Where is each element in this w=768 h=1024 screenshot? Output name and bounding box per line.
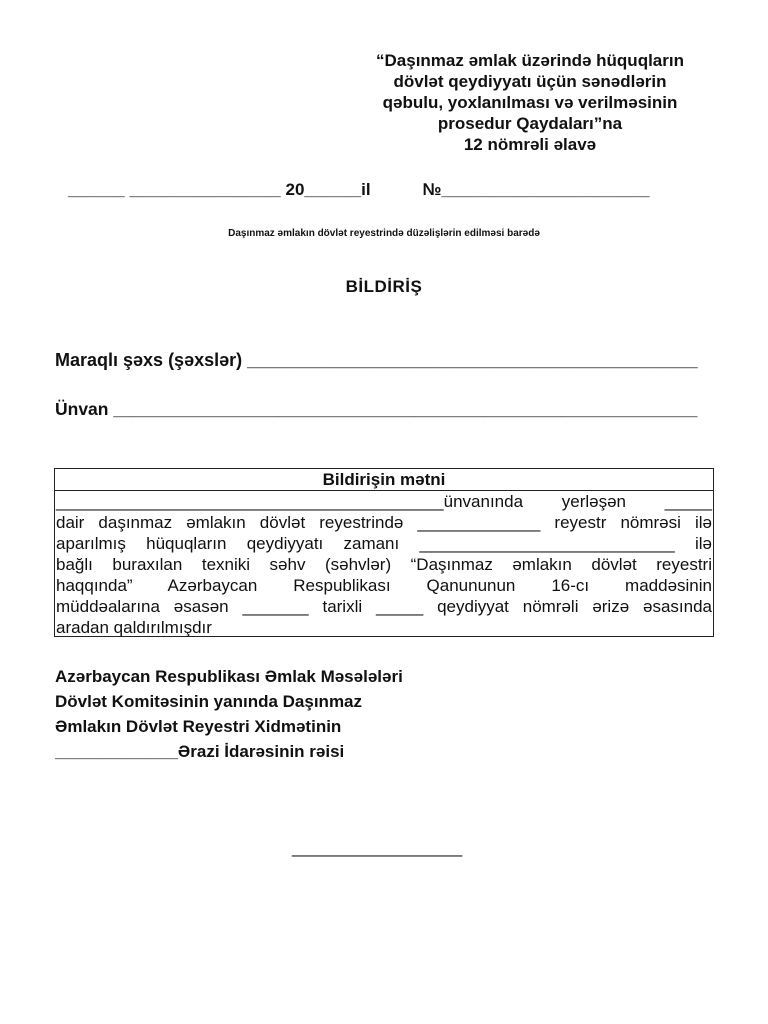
notice-line-3: aparılmış hüquqların qeydiyyatı zamanı ___________________________ ilə (56, 534, 712, 553)
signer-line-4: _____________Ərazi İdarəsinin rəisi (55, 742, 345, 761)
address-field: Ünvan ____________________________________________________________ (55, 399, 698, 419)
notice-body (55, 491, 713, 638)
signer-block (55, 664, 555, 764)
header-note-line-4: prosedur Qaydaları”na (437, 114, 623, 133)
signer-line-1: Azərbaycan Respublikası Əmlak Məsələləri (55, 667, 403, 686)
notice-line-1: _________________________________________ünvanında yerləşən _____ (56, 492, 712, 511)
notice-text-box (54, 468, 714, 637)
signer-line-2: Dövlət Komitəsinin yanında Daşınmaz (55, 692, 363, 711)
signature-line: __________________ (292, 838, 463, 857)
notice-line-6: müddəalarına əsasən _______ tarixli _____ qeydiyyat nömrəli ərizə əsasında (56, 597, 712, 616)
notice-line-2: dair daşınmaz əmlakın dövlət reyestrində _____________ reyestr nömrəsi ilə (56, 513, 712, 532)
header-note-line-5: 12 nömrəli əlavə (463, 135, 597, 154)
date-number-line (68, 180, 728, 200)
signer-line-3: Əmlakın Dövlət Reyestri Xidmətinin (55, 717, 342, 736)
interested-person-field: Maraqlı şəxs (şəxslər) _____________________________________________ (55, 350, 698, 370)
header-note-line-3: qəbulu, yoxlanılması və verilməsinin (382, 93, 678, 112)
appendix-header-note (330, 50, 730, 155)
notice-line-7: aradan qaldırılmışdır (56, 618, 212, 637)
header-note-line-2: dövlət qeydiyyatı üçün sənədlərin (393, 72, 667, 91)
notice-heading: Bildirişin mətni (55, 469, 713, 491)
year-text: 20______il (285, 180, 371, 199)
notice-line-4: bağlı buraxılan texniki səhv (səhvlər) “Daşınmaz əmlakın dövlət reyestri (56, 555, 712, 574)
header-note-line-1: “Daşınmaz əmlak üzərində hüquqların (376, 51, 684, 70)
document-number: №______________________ (422, 180, 650, 199)
month-blank: ________________ (129, 180, 281, 199)
document-title: BİLDİRİŞ (345, 277, 423, 296)
document-subject: Daşınmaz əmlakın dövlət reyestrində düzəlişlərin edilməsi barədə (228, 228, 540, 239)
notice-line-5: haqqında” Azərbaycan Respublikası Qanununun 16-cı maddəsinin (56, 576, 712, 595)
day-blank: ______ (68, 180, 125, 199)
